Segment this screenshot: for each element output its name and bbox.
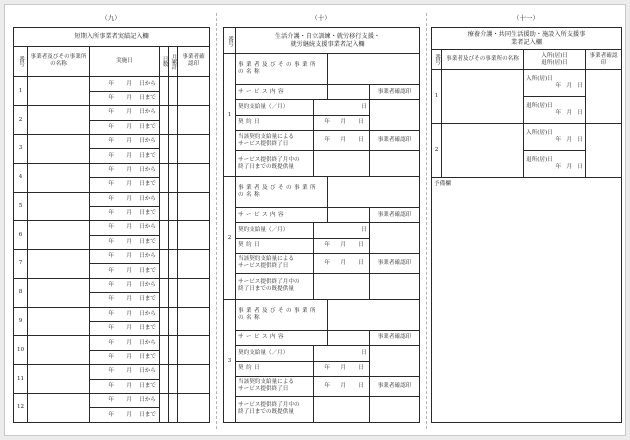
confirm-stamp-field[interactable]: [178, 77, 210, 106]
amount-field[interactable]: 日: [314, 346, 370, 361]
day-count-field[interactable]: [160, 163, 169, 192]
provider-field[interactable]: [442, 70, 524, 124]
contract-date-field[interactable]: 年 月 日: [314, 115, 370, 130]
month-total-field[interactable]: [169, 77, 178, 106]
provider-field[interactable]: [442, 124, 524, 178]
balance-field[interactable]: [314, 273, 370, 299]
confirm-stamp-field[interactable]: [178, 106, 210, 135]
confirm-stamp-field[interactable]: [370, 346, 420, 377]
to-date-field[interactable]: 年 月 日まで: [90, 91, 160, 105]
provider-field[interactable]: [28, 307, 90, 336]
contract-label: 契約日: [236, 238, 314, 253]
residential-title: 療養介護・共同生活援助・施設入所支援事 業者記入欄: [432, 28, 622, 50]
to-date-field[interactable]: 年 月 日まで: [90, 293, 160, 307]
amount-field[interactable]: 日: [314, 223, 370, 238]
row-number: 2: [432, 124, 442, 178]
from-date-field[interactable]: 年 月 日から: [90, 106, 160, 120]
to-date-field[interactable]: 年 月 日まで: [90, 264, 160, 278]
amount-label: 契約支給量（／月）: [236, 346, 314, 361]
contract-label: 契約日: [236, 361, 314, 376]
short-stay-row: [14, 163, 210, 177]
provider-label: 事業者及びその事業所の名称: [236, 300, 328, 331]
month-total-field[interactable]: [169, 365, 178, 394]
from-date-field[interactable]: 年 月 日から: [90, 336, 160, 350]
confirm-label: 事業者確認印: [370, 131, 420, 151]
month-total-field[interactable]: [169, 106, 178, 135]
short-stay-row: [14, 221, 210, 235]
confirm-stamp-field[interactable]: [178, 278, 210, 307]
service-block: [224, 300, 420, 331]
short-stay-row: [14, 250, 210, 264]
day-service-table: [223, 27, 420, 423]
col-days-header: 実施日: [90, 46, 160, 77]
day-count-field[interactable]: [160, 250, 169, 279]
to-date-field[interactable]: 年 月 日まで: [90, 206, 160, 220]
service-block: [224, 54, 420, 85]
contract-date-field[interactable]: 年 月 日: [314, 238, 370, 253]
day-count-field[interactable]: [160, 134, 169, 163]
panel-11-number: （十一）: [513, 14, 539, 22]
service-field[interactable]: [328, 207, 370, 222]
amount-label: 契約支給量（／月）: [236, 100, 314, 115]
row-number: 4: [14, 163, 28, 192]
provider-field[interactable]: [28, 393, 90, 422]
from-date-field[interactable]: 年 月 日から: [90, 250, 160, 264]
provider-label: 事業者及びその事業所の名称: [236, 177, 328, 208]
row-number: 5: [14, 192, 28, 221]
service-field[interactable]: [328, 330, 370, 345]
confirm-stamp-field[interactable]: [178, 307, 210, 336]
amount-label: 契約支給量（／月）: [236, 223, 314, 238]
from-date-field[interactable]: 年 月 日から: [90, 77, 160, 91]
from-date-field[interactable]: 年 月 日から: [90, 192, 160, 206]
provider-field[interactable]: [28, 221, 90, 250]
panel-divider: [216, 13, 217, 429]
provider-label: 事業者及びその事業所の名称: [236, 54, 328, 85]
provider-field[interactable]: [28, 77, 90, 106]
day-count-field[interactable]: [160, 221, 169, 250]
service-field[interactable]: [328, 85, 370, 100]
short-stay-row: [14, 393, 210, 407]
from-date-field[interactable]: 年 月 日から: [90, 278, 160, 292]
from-date-field[interactable]: 年 月 日から: [90, 163, 160, 177]
from-date-field[interactable]: 年 月 日から: [90, 393, 160, 407]
panel-9-number: （九）: [101, 14, 121, 22]
col-day-count-header: 日数: [160, 46, 169, 77]
month-total-field[interactable]: [169, 192, 178, 221]
short-stay-row: [14, 336, 210, 350]
provider-field[interactable]: [328, 177, 420, 208]
provider-field[interactable]: [328, 300, 420, 331]
short-stay-row: [14, 307, 210, 321]
month-total-field[interactable]: [169, 134, 178, 163]
confirm-label: 事業者確認印: [370, 85, 420, 100]
p11-dates-header: 入所(居)日 退所(居)日: [524, 50, 586, 70]
to-date-field[interactable]: 年 月 日まで: [90, 120, 160, 134]
balance-field[interactable]: [314, 396, 370, 422]
short-stay-row: [14, 192, 210, 206]
provider-field[interactable]: [28, 250, 90, 279]
confirm-stamp-field[interactable]: [586, 124, 622, 178]
confirm-label: 事業者確認印: [370, 376, 420, 396]
end-date-label: 当該契約支給量による サービス提供終了日: [236, 376, 314, 396]
month-total-field[interactable]: [169, 221, 178, 250]
row-number: 11: [14, 365, 28, 394]
to-date-field[interactable]: 年 月 日まで: [90, 322, 160, 336]
end-date-field[interactable]: 年 月 日: [314, 254, 370, 274]
month-total-field[interactable]: [169, 336, 178, 365]
from-date-field[interactable]: 年 月 日から: [90, 134, 160, 148]
to-date-field[interactable]: 年 月 日まで: [90, 379, 160, 393]
admission-date-field[interactable]: 入所(居)日 年 月 日: [524, 124, 586, 151]
row-number: 1: [432, 70, 442, 124]
to-date-field[interactable]: 年 月 日まで: [90, 408, 160, 423]
row-number: 2: [14, 106, 28, 135]
to-date-field[interactable]: 年 月 日まで: [90, 149, 160, 163]
remarks-label: 予備欄: [434, 181, 451, 188]
month-total-field[interactable]: [169, 307, 178, 336]
p10-number-header: 番号: [224, 28, 236, 54]
end-date-field[interactable]: 年 月 日: [314, 131, 370, 151]
short-stay-row: [14, 134, 210, 148]
panel-10-number: （十）: [311, 14, 331, 22]
balance-field[interactable]: [314, 150, 370, 176]
discharge-date-field[interactable]: 退所(居)日 年 月 日: [524, 97, 586, 124]
confirm-stamp-field[interactable]: [178, 393, 210, 422]
provider-field[interactable]: [28, 278, 90, 307]
contract-label: 契約日: [236, 115, 314, 130]
service-block: [224, 177, 420, 208]
confirm-label: 事業者確認印: [370, 254, 420, 274]
amount-field[interactable]: 日: [314, 100, 370, 115]
confirm-stamp-field[interactable]: [178, 134, 210, 163]
panel-divider: [426, 13, 427, 429]
confirm-stamp-field[interactable]: [370, 273, 420, 299]
day-count-field[interactable]: [160, 106, 169, 135]
row-number: 9: [14, 307, 28, 336]
service-label: サービス内容: [236, 207, 328, 222]
from-date-field[interactable]: 年 月 日から: [90, 365, 160, 379]
confirm-stamp-field[interactable]: [370, 396, 420, 422]
confirm-label: 事業者確認印: [370, 207, 420, 222]
provider-field[interactable]: [28, 163, 90, 192]
day-count-field[interactable]: [160, 307, 169, 336]
confirm-stamp-field[interactable]: [178, 365, 210, 394]
residential-row: [432, 70, 622, 97]
balance-label: サービス提供終了月中の 終了日までの既提供量: [236, 273, 314, 299]
end-date-label: 当該契約支給量による サービス提供終了日: [236, 131, 314, 151]
short-stay-row: [14, 77, 210, 91]
row-number: 10: [14, 336, 28, 365]
day-count-field[interactable]: [160, 393, 169, 422]
p11-provider-header: 事業者及びその事業所の名称: [442, 50, 524, 70]
to-date-field[interactable]: 年 月 日まで: [90, 350, 160, 364]
p11-confirm-header: 事業者確認印: [586, 50, 622, 70]
end-date-label: 当該契約支給量による サービス提供終了日: [236, 254, 314, 274]
row-number: 8: [14, 278, 28, 307]
residential-row: [432, 124, 622, 151]
end-date-field[interactable]: 年 月 日: [314, 376, 370, 396]
certificate-sheet: [4, 4, 626, 436]
confirm-stamp-field[interactable]: [370, 150, 420, 176]
month-total-field[interactable]: [169, 393, 178, 422]
day-service-title: 生活介護・自立訓練・就労移行支援・ 就労継続支援事業者記入欄: [236, 28, 420, 54]
short-stay-row: [14, 106, 210, 120]
month-total-field[interactable]: [169, 250, 178, 279]
confirm-label: 事業者確認印: [370, 330, 420, 345]
contract-date-field[interactable]: 年 月 日: [314, 361, 370, 376]
service-label: サービス内容: [236, 330, 328, 345]
admission-date-field[interactable]: 入所(居)日 年 月 日: [524, 70, 586, 97]
day-count-field[interactable]: [160, 278, 169, 307]
short-stay-table: [13, 27, 210, 423]
col-number-header: 番号: [14, 46, 28, 77]
month-total-field[interactable]: [169, 163, 178, 192]
provider-field[interactable]: [28, 134, 90, 163]
confirm-stamp-field[interactable]: [178, 192, 210, 221]
confirm-stamp-field[interactable]: [586, 70, 622, 124]
row-number: 3: [14, 134, 28, 163]
to-date-field[interactable]: 年 月 日まで: [90, 178, 160, 192]
row-number: 7: [14, 250, 28, 279]
day-count-field[interactable]: [160, 365, 169, 394]
block-number: 2: [224, 177, 236, 300]
discharge-date-field[interactable]: 退所(居)日 年 月 日: [524, 151, 586, 178]
short-stay-row: [14, 365, 210, 379]
remarks-field[interactable]: [432, 178, 622, 423]
residential-table: [431, 27, 622, 423]
day-count-field[interactable]: [160, 336, 169, 365]
col-confirm-header: 事業者確認印: [178, 46, 210, 77]
from-date-field[interactable]: 年 月 日から: [90, 221, 160, 235]
month-total-field[interactable]: [169, 278, 178, 307]
day-count-field[interactable]: [160, 192, 169, 221]
col-month-total-header: 月累計: [169, 46, 178, 77]
provider-field[interactable]: [28, 192, 90, 221]
balance-label: サービス提供終了月中の 終了日までの既提供量: [236, 396, 314, 422]
short-stay-row: [14, 278, 210, 292]
p11-number-header: 番号: [432, 50, 442, 70]
col-provider-header: 事業者及びその事業所の名称: [28, 46, 90, 77]
block-number: 3: [224, 300, 236, 423]
confirm-stamp-field[interactable]: [178, 336, 210, 365]
provider-field[interactable]: [328, 54, 420, 85]
provider-field[interactable]: [28, 365, 90, 394]
provider-field[interactable]: [28, 336, 90, 365]
short-stay-title: 短期入所事業者実績記入欄: [14, 28, 210, 47]
block-number: 1: [224, 54, 236, 177]
to-date-field[interactable]: 年 月 日まで: [90, 235, 160, 249]
from-date-field[interactable]: 年 月 日から: [90, 307, 160, 321]
confirm-stamp-field[interactable]: [178, 163, 210, 192]
row-number: 6: [14, 221, 28, 250]
day-count-field[interactable]: [160, 77, 169, 106]
confirm-stamp-field[interactable]: [178, 221, 210, 250]
provider-field[interactable]: [28, 106, 90, 135]
service-label: サービス内容: [236, 85, 328, 100]
confirm-stamp-field[interactable]: [370, 100, 420, 131]
confirm-stamp-field[interactable]: [370, 223, 420, 254]
row-number: 1: [14, 77, 28, 106]
row-number: 12: [14, 393, 28, 422]
balance-label: サービス提供終了月中の 終了日までの既提供量: [236, 150, 314, 176]
confirm-stamp-field[interactable]: [178, 250, 210, 279]
